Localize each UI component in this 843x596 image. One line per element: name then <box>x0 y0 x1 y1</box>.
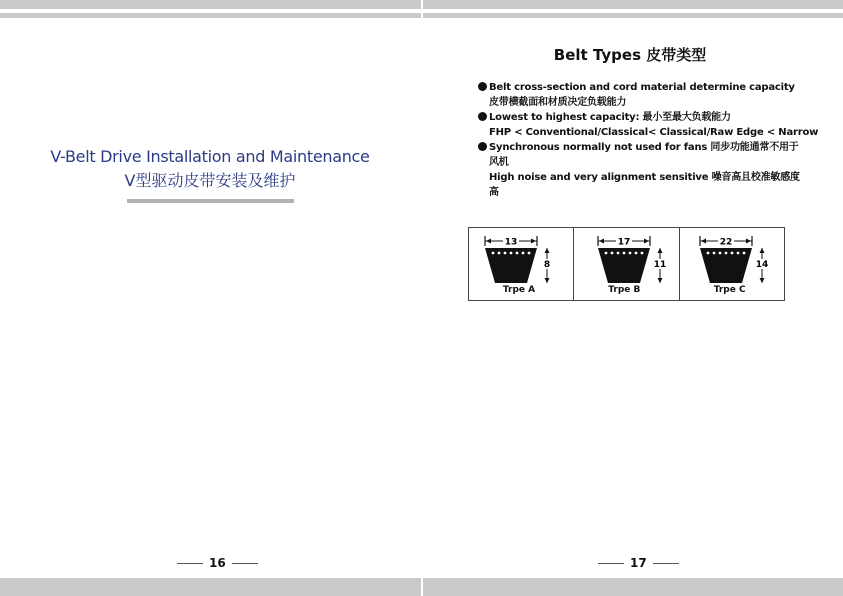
bullet-icon <box>478 142 487 151</box>
belt-width-label: 17 <box>618 237 631 248</box>
belt-height-label: 8 <box>543 260 551 270</box>
page-number-left: 16 <box>177 556 258 570</box>
bullet-text: 皮带横截面和材质决定负载能力 <box>489 97 627 108</box>
belt-type-label: Trpe C <box>713 285 746 295</box>
bullet-icon <box>478 112 487 121</box>
page-number-right: 17 <box>598 556 679 570</box>
belt-width-label: 13 <box>504 237 518 248</box>
belt-width-label: 22 <box>719 237 732 248</box>
bullet-item: Synchronous normally not used for fans 同步功能通常不用于 <box>478 140 798 155</box>
belt-cell-b <box>574 228 679 300</box>
page-gutter <box>421 0 423 596</box>
bullet-text: 风机 <box>489 157 509 168</box>
belt-height-label: 14 <box>755 260 768 270</box>
bullet-icon <box>478 82 487 91</box>
bullet-item: Belt cross-section and cord material determine capacity <box>478 80 798 95</box>
belt-cell-a <box>469 228 574 300</box>
left-title-cn: V型驱动皮带安装及维护 <box>124 171 296 190</box>
bullet-text: 高 <box>489 187 499 198</box>
belt-type-table <box>468 227 785 301</box>
belt-cell-c <box>680 228 784 300</box>
bullet-list <box>478 80 819 200</box>
belt-height-label: 11 <box>654 260 667 270</box>
title-underline <box>127 199 294 203</box>
belt-type-label: Trpe A <box>502 285 536 295</box>
belt-type-label: Trpe B <box>608 285 641 295</box>
bullet-text: FHP < Conventional/Classical< Classical/Raw Edge < Narrow <box>489 127 819 138</box>
left-title-en: V-Belt Drive Installation and Maintenance <box>50 147 370 166</box>
bullet-item: Lowest to highest capacity: 最小至最大负载能力 <box>478 110 798 125</box>
bullet-text: High noise and very alignment sensitive 噪音高且校准敏感度 <box>489 172 800 183</box>
page-title: Belt Types 皮带类型 <box>553 46 707 64</box>
